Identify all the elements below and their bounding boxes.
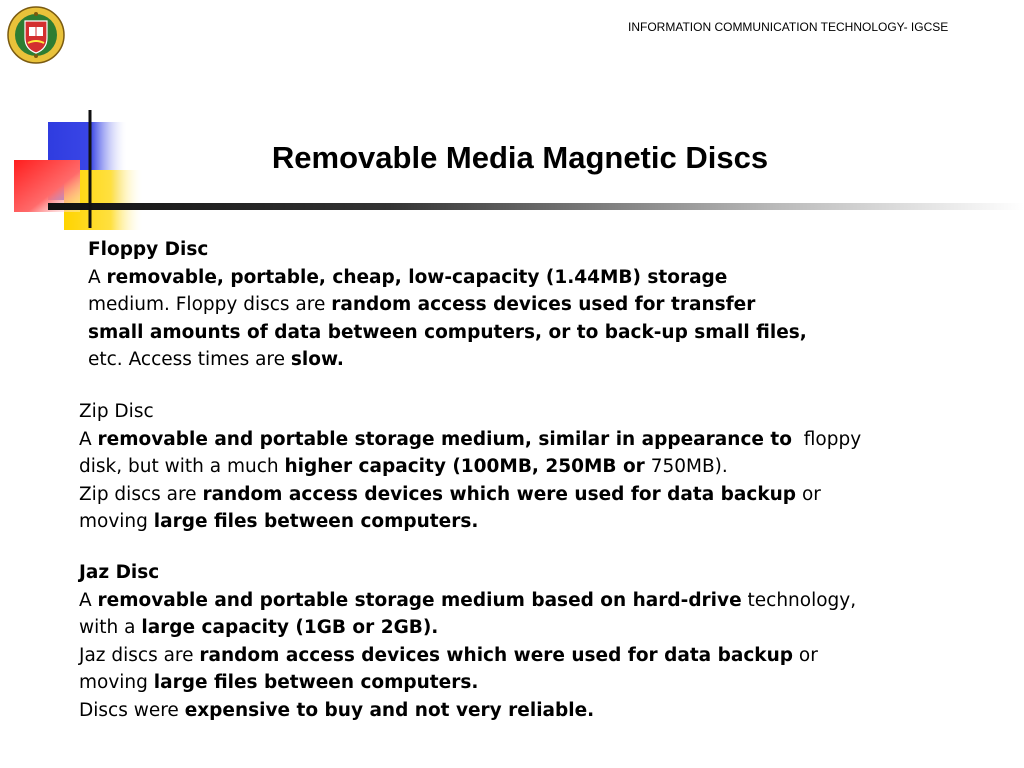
zip-line-2: disk, but with a much higher capacity (100MB, 250MB or 750MB). bbox=[79, 456, 728, 477]
jaz-line-3: Jaz discs are random access devices which were used for data backup or bbox=[79, 644, 818, 666]
jaz-line-2: with a large capacity (1GB or 2GB). bbox=[79, 617, 439, 638]
school-crest-icon bbox=[6, 5, 66, 65]
floppy-line-1: A removable, portable, cheap, low-capacity (1.44MB) storage bbox=[88, 266, 728, 288]
page-title: Removable Media Magnetic Discs bbox=[271, 140, 769, 175]
course-header: INFORMATION COMMUNICATION TECHNOLOGY- IGCSE bbox=[628, 20, 949, 34]
section-floppy-disc bbox=[88, 236, 807, 374]
jaz-line-1: A removable and portable storage medium based on hard-drive technology, bbox=[79, 589, 857, 611]
title-underline bbox=[48, 203, 1024, 210]
zip-line-3: Zip discs are random access devices which were used for data backup or bbox=[79, 483, 821, 505]
floppy-line-4: etc. Access times are slow. bbox=[88, 349, 344, 370]
jaz-line-5: Discs were expensive to buy and not very reliable. bbox=[79, 699, 595, 721]
floppy-line-3: small amounts of data between computers, or to back-up small files, bbox=[88, 321, 807, 343]
red-square bbox=[14, 160, 80, 212]
jaz-heading: Jaz Disc bbox=[79, 562, 160, 583]
yellow-square bbox=[64, 170, 142, 230]
jaz-line-4: moving large files between computers. bbox=[79, 672, 479, 693]
floppy-heading: Floppy Disc bbox=[88, 239, 209, 260]
section-jaz-disc bbox=[79, 559, 856, 724]
section-zip-disc bbox=[79, 398, 861, 536]
title-decoration bbox=[0, 0, 1024, 240]
zip-heading: Zip Disc bbox=[79, 401, 154, 422]
blue-square bbox=[48, 122, 126, 200]
floppy-line-2: medium. Floppy discs are random access devices used for transfer bbox=[88, 294, 756, 315]
zip-line-1: A removable and portable storage medium, similar in appearance to floppy bbox=[79, 428, 862, 450]
zip-line-4: moving large files between computers. bbox=[79, 511, 479, 532]
